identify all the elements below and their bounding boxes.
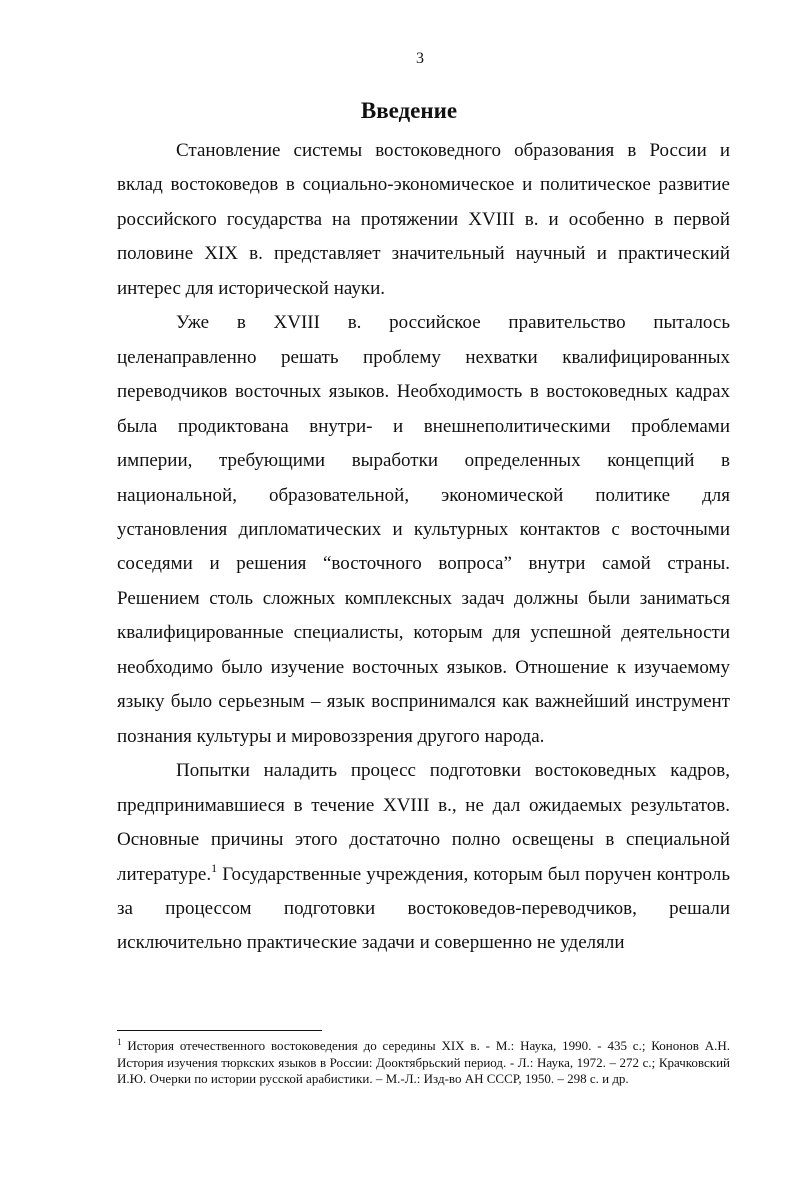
body-text xyxy=(117,134,730,961)
paragraph-3-text-after-ref: Государственные учреждения, которым был поручен контроль за процессом подготовки востоковедов-переводчиков, решали исключительно практические задачи и совершенно не уделяли xyxy=(117,863,730,954)
paragraph-3-text-before-ref: Попытки наладить процесс подготовки востоковедных кадров, предпринимавшиеся в течение XVIII в., не дал ожидаемых результатов. Основные причины этого достаточно полно освещены в специальной литературе. xyxy=(117,760,730,885)
paragraph-1: Становление системы востоковедного образования в России и вклад востоковедов в социально-экономическое и политическое развитие российского государства на протяжении XVIII в. и особенно в первой половине XIX в. представляет значительный научный и практический интерес для исторической науки. xyxy=(117,140,730,299)
footnote-mark: 1 xyxy=(117,1037,122,1047)
paragraph-2: Уже в XVIII в. российское правительство пыталось целенаправленно решать проблему нехватки квалифицированных переводчиков восточных языков. Необходимость в востоковедных кадрах была продиктована внутри- и внешнеполитическими проблемами империи, требующими выработки определенных концепций в национальной, образовательной, экономической политике для установления дипломатических и культурных контактов с восточными соседями и решения “восточного вопроса” внутри самой страны. Решением столь сложных комплексных задач должны были заниматься квалифицированные специалисты, которым для успешной деятельности необходимо было изучение восточных языков. Отношение к изучаемому языку было серьезным – язык воспринимался как важнейший инструмент познания культуры и мировоззрения другого народа. xyxy=(117,312,730,747)
footnote-text: История отечественного востоковедения до середины XIX в. - М.: Наука, 1990. - 435 с.; Кононов А.Н. История изучения тюркских языков в России: Дооктябрьский период. - Л.: Наука, 1972. – 272 с.; Крачковский И.Ю. Очерки по истории русской арабистики. – М.-Л.: Изд-во АН СССР, 1950. – 298 с. и др. xyxy=(117,1038,730,1086)
section-title: Введение xyxy=(360,98,458,123)
footnote-reference-mark: 1 xyxy=(211,860,218,875)
paragraph-3 xyxy=(117,754,730,961)
footnote xyxy=(117,1038,730,1088)
footnote-separator xyxy=(117,1030,322,1031)
page-number: 3 xyxy=(416,50,424,67)
